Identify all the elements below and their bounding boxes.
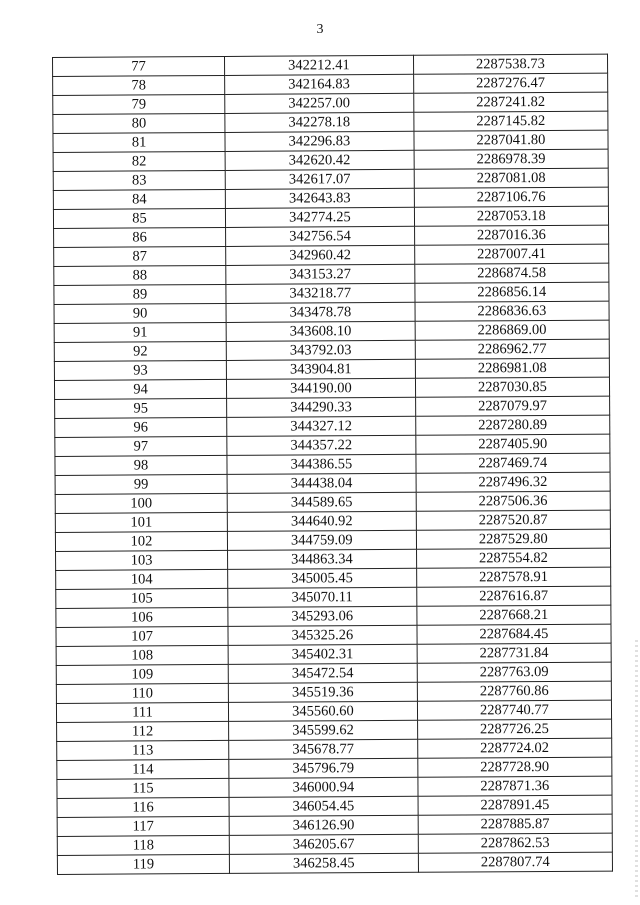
y-coordinate-cell: 2286978.39	[414, 149, 608, 169]
y-coordinate-cell: 2287726.25	[417, 719, 611, 739]
x-coordinate-cell: 345796.79	[229, 758, 418, 778]
point-number-cell: 114	[57, 759, 229, 779]
point-number-cell: 101	[55, 512, 227, 532]
point-number-cell: 95	[55, 398, 227, 418]
point-number-cell: 102	[55, 531, 227, 551]
y-coordinate-cell: 2287007.41	[414, 244, 608, 264]
y-coordinate-cell: 2287807.74	[418, 852, 612, 872]
y-coordinate-cell: 2287106.76	[414, 187, 608, 207]
y-coordinate-cell: 2286869.00	[415, 320, 609, 340]
x-coordinate-cell: 343478.78	[226, 302, 415, 322]
y-coordinate-cell: 2287241.82	[413, 92, 607, 112]
y-coordinate-cell: 2287684.45	[417, 624, 611, 644]
y-coordinate-cell: 2287506.36	[416, 491, 610, 511]
x-coordinate-cell: 345402.31	[228, 644, 417, 664]
point-number-cell: 89	[54, 284, 226, 304]
y-coordinate-cell: 2287041.80	[414, 130, 608, 150]
point-number-cell: 109	[56, 664, 228, 684]
y-coordinate-cell: 2286836.63	[415, 301, 609, 321]
x-coordinate-cell: 345005.45	[228, 568, 417, 588]
coordinates-table-wrapper	[52, 57, 608, 875]
y-coordinate-cell: 2287276.47	[413, 73, 607, 93]
point-number-cell: 110	[56, 683, 228, 703]
y-coordinate-cell: 2287280.89	[415, 415, 609, 435]
x-coordinate-cell: 344386.55	[227, 454, 416, 474]
point-number-cell: 85	[53, 208, 225, 228]
point-number-cell: 81	[53, 132, 225, 152]
x-coordinate-cell: 342643.83	[225, 188, 414, 208]
y-coordinate-cell: 2287740.77	[417, 700, 611, 720]
x-coordinate-cell: 343904.81	[226, 359, 415, 379]
point-number-cell: 94	[54, 379, 226, 399]
coordinates-table	[52, 54, 613, 875]
point-number-cell: 106	[56, 607, 228, 627]
x-coordinate-cell: 343153.27	[226, 264, 415, 284]
x-coordinate-cell: 342212.41	[225, 55, 414, 75]
x-coordinate-cell: 345325.26	[228, 625, 417, 645]
point-number-cell: 93	[54, 360, 226, 380]
x-coordinate-cell: 342164.83	[225, 74, 414, 94]
y-coordinate-cell: 2286981.08	[415, 358, 609, 378]
y-coordinate-cell: 2287616.87	[416, 586, 610, 606]
point-number-cell: 84	[53, 189, 225, 209]
y-coordinate-cell: 2287079.97	[415, 396, 609, 416]
point-number-cell: 88	[54, 265, 226, 285]
y-coordinate-cell: 2287554.82	[416, 548, 610, 568]
point-number-cell: 92	[54, 341, 226, 361]
point-number-cell: 108	[56, 645, 228, 665]
y-coordinate-cell: 2287081.08	[414, 168, 608, 188]
x-coordinate-cell: 342617.07	[225, 169, 414, 189]
point-number-cell: 117	[57, 816, 229, 836]
point-number-cell: 91	[54, 322, 226, 342]
x-coordinate-cell: 345070.11	[228, 587, 417, 607]
point-number-cell: 111	[56, 702, 228, 722]
table-row	[57, 852, 612, 874]
point-number-cell: 77	[53, 56, 225, 76]
x-coordinate-cell: 344290.33	[227, 397, 416, 417]
y-coordinate-cell: 2287469.74	[416, 453, 610, 473]
y-coordinate-cell: 2287529.80	[416, 529, 610, 549]
x-coordinate-cell: 344190.00	[227, 378, 416, 398]
x-coordinate-cell: 342774.25	[225, 207, 414, 227]
y-coordinate-cell: 2286962.77	[415, 339, 609, 359]
point-number-cell: 118	[57, 835, 229, 855]
y-coordinate-cell: 2287760.86	[417, 681, 611, 701]
x-coordinate-cell: 342620.42	[225, 150, 414, 170]
y-coordinate-cell: 2287724.02	[417, 738, 611, 758]
y-coordinate-cell: 2287668.21	[417, 605, 611, 625]
point-number-cell: 103	[56, 550, 228, 570]
x-coordinate-cell: 342756.54	[226, 226, 415, 246]
point-number-cell: 99	[55, 474, 227, 494]
y-coordinate-cell: 2287862.53	[418, 833, 612, 853]
page-number: 3	[316, 22, 324, 37]
point-number-cell: 107	[56, 626, 228, 646]
point-number-cell: 113	[57, 740, 229, 760]
x-coordinate-cell: 345293.06	[228, 606, 417, 626]
point-number-cell: 80	[53, 113, 225, 133]
y-coordinate-cell: 2287405.90	[416, 434, 610, 454]
y-coordinate-cell: 2287885.87	[418, 814, 612, 834]
y-coordinate-cell: 2287145.82	[414, 111, 608, 131]
x-coordinate-cell: 345678.77	[229, 739, 418, 759]
point-number-cell: 116	[57, 797, 229, 817]
x-coordinate-cell: 345599.62	[229, 720, 418, 740]
point-number-cell: 112	[57, 721, 229, 741]
scan-edge-mark	[635, 640, 638, 900]
x-coordinate-cell: 344759.09	[227, 530, 416, 550]
point-number-cell: 79	[53, 94, 225, 114]
x-coordinate-cell: 342296.83	[225, 131, 414, 151]
x-coordinate-cell: 342278.18	[225, 112, 414, 132]
point-number-cell: 105	[56, 588, 228, 608]
y-coordinate-cell: 2287520.87	[416, 510, 610, 530]
x-coordinate-cell: 345560.60	[228, 701, 417, 721]
y-coordinate-cell: 2287496.32	[416, 472, 610, 492]
x-coordinate-cell: 346258.45	[229, 853, 418, 873]
point-number-cell: 100	[55, 493, 227, 513]
point-number-cell: 82	[53, 151, 225, 171]
point-number-cell: 83	[53, 170, 225, 190]
x-coordinate-cell: 344640.92	[227, 511, 416, 531]
x-coordinate-cell: 344438.04	[227, 473, 416, 493]
x-coordinate-cell: 344357.22	[227, 435, 416, 455]
y-coordinate-cell: 2287030.85	[415, 377, 609, 397]
point-number-cell: 98	[55, 455, 227, 475]
point-number-cell: 115	[57, 778, 229, 798]
x-coordinate-cell: 343792.03	[226, 340, 415, 360]
x-coordinate-cell: 346205.67	[229, 834, 418, 854]
y-coordinate-cell: 2287891.45	[418, 795, 612, 815]
point-number-cell: 90	[54, 303, 226, 323]
y-coordinate-cell: 2287053.18	[414, 206, 608, 226]
point-number-cell: 86	[54, 227, 226, 247]
x-coordinate-cell: 343608.10	[226, 321, 415, 341]
x-coordinate-cell: 344589.65	[227, 492, 416, 512]
point-number-cell: 78	[53, 75, 225, 95]
y-coordinate-cell: 2287871.36	[418, 776, 612, 796]
point-number-cell: 104	[56, 569, 228, 589]
y-coordinate-cell: 2286856.14	[415, 282, 609, 302]
x-coordinate-cell: 343218.77	[226, 283, 415, 303]
x-coordinate-cell: 344327.12	[227, 416, 416, 436]
y-coordinate-cell: 2287016.36	[414, 225, 608, 245]
y-coordinate-cell: 2287763.09	[417, 662, 611, 682]
y-coordinate-cell: 2286874.58	[415, 263, 609, 283]
x-coordinate-cell: 345472.54	[228, 663, 417, 683]
x-coordinate-cell: 342960.42	[226, 245, 415, 265]
x-coordinate-cell: 345519.36	[228, 682, 417, 702]
x-coordinate-cell: 346000.94	[229, 777, 418, 797]
point-number-cell: 97	[55, 436, 227, 456]
y-coordinate-cell: 2287578.91	[416, 567, 610, 587]
x-coordinate-cell: 342257.00	[225, 93, 414, 113]
point-number-cell: 119	[57, 854, 229, 874]
point-number-cell: 87	[54, 246, 226, 266]
y-coordinate-cell: 2287731.84	[417, 643, 611, 663]
coordinates-table-body	[53, 54, 613, 874]
point-number-cell: 96	[55, 417, 227, 437]
y-coordinate-cell: 2287538.73	[413, 54, 607, 74]
x-coordinate-cell: 344863.34	[228, 549, 417, 569]
y-coordinate-cell: 2287728.90	[418, 757, 612, 777]
x-coordinate-cell: 346126.90	[229, 815, 418, 835]
x-coordinate-cell: 346054.45	[229, 796, 418, 816]
